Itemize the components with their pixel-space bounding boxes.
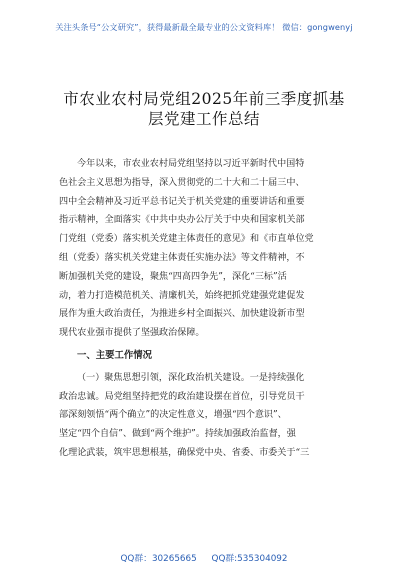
intro-line: 展作为重大政治责任，为推进乡村全面振兴、加快建设新市型 <box>59 309 305 320</box>
footer-contact <box>0 551 408 564</box>
footer-qq-group-2: QQ群:535304092 <box>211 554 288 564</box>
document-title-line-2: 层党建工作总结 <box>147 110 260 128</box>
intro-line: 四中全会精神及习近平总书记关于机关党建的重要讲话和重要 <box>59 196 305 207</box>
intro-line: 门党组（党委）落实机关党建主体责任的意见》和《市直单位党 <box>59 234 314 245</box>
intro-line: 断加强机关党的建设，聚焦“四高四争先”，深化“三标”活 <box>59 271 287 282</box>
intro-line: 今年以来，市农业农村局党组坚持以习近平新时代中国特 <box>77 159 305 169</box>
header-promo-note: 关注头条号“公文研究”，获得最新最全最专业的公文资料库！ 微信：gongwenyj <box>55 22 353 32</box>
intro-line: 色社会主义思想为指导，深入贯彻党的二十大和二十届三中、 <box>59 177 305 188</box>
section-heading: 一、主要工作情况 <box>77 349 153 361</box>
section-line: 化理论武装，筑牢思想根基，确保党中央、省委、市委关于“三 <box>59 447 310 458</box>
footer-qq-group-1: QQ群：30265665 <box>120 554 197 564</box>
section-line: （一）聚焦思想引领，深化政治机关建设。一是持续强化 <box>77 372 305 383</box>
section-line: 政治忠诚。局党组坚持把党的政治建设摆在首位，引导党员干 <box>59 391 305 402</box>
intro-line: 指示精神，全面落实《中共中央办公厅关于中央和国家机关部 <box>59 215 305 226</box>
section-line: 坚定“四个自信”、做到“两个维护”。持续加强政治监督，强 <box>59 429 296 440</box>
intro-line: 组（党委）落实机关党建主体责任实施办法》等文件精神，不 <box>59 252 305 263</box>
intro-line: 动，着力打造模范机关、清廉机关，始终把抓党建强党建促发 <box>59 290 305 301</box>
document-title-line-1: 市农业农村局党组2025年前三季度抓基 <box>63 90 345 108</box>
document-body <box>59 155 353 463</box>
section-line: 部深刻领悟“两个确立”的决定性意义，增强“四个意识”、 <box>59 410 287 421</box>
intro-line: 现代农业强市提供了坚强政治保障。 <box>59 328 205 339</box>
